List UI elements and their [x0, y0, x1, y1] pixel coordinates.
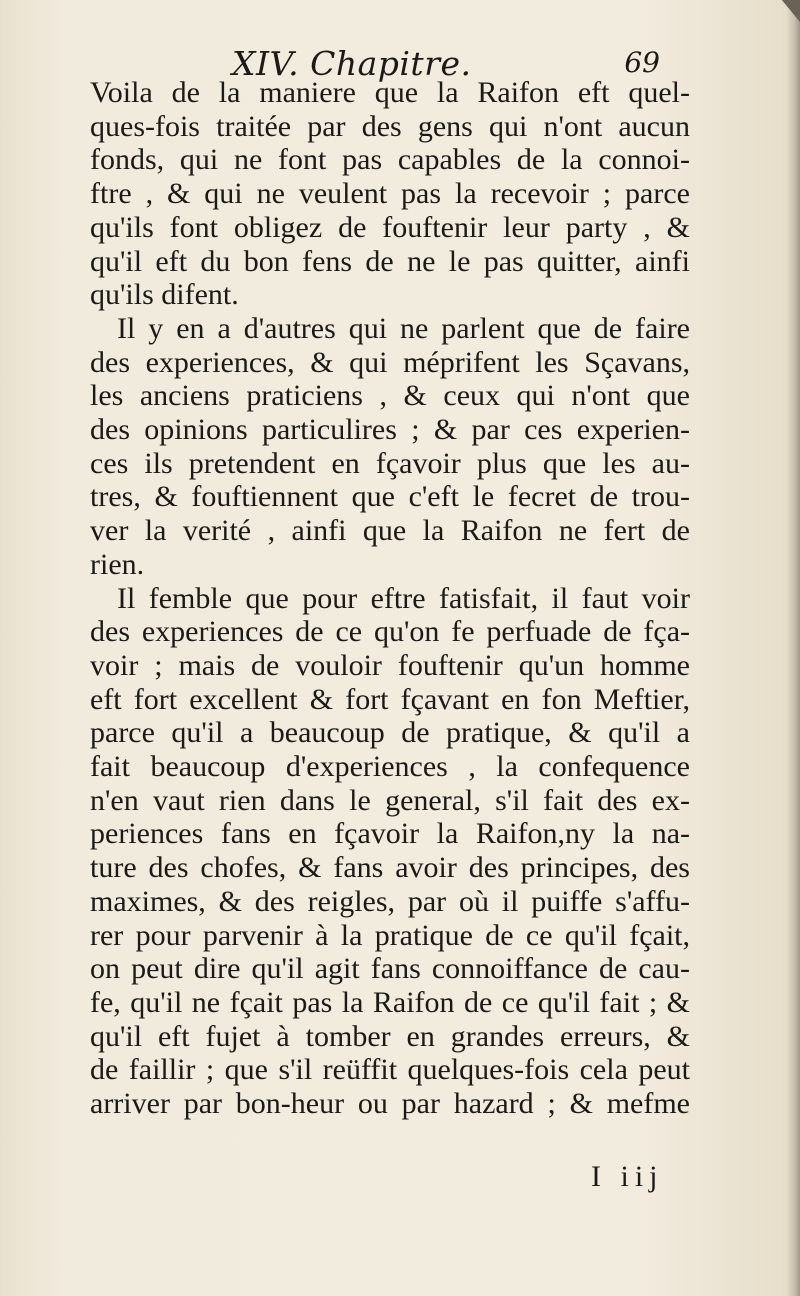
- text-line: ture des chofes, & fans avoir des principes, des: [90, 851, 690, 885]
- signature-mark: I iij: [591, 1160, 664, 1193]
- text-line: on peut dire qu'il agit fans connoiffance de cau-: [90, 952, 690, 986]
- body-text: [90, 76, 690, 1121]
- text-line: de faillir ; que s'il reüffit quelques-fois cela peut: [90, 1053, 690, 1087]
- text-line: ver la verité , ainfi que la Raifon ne fert de: [90, 514, 690, 548]
- text-line: voir ; mais de vouloir fouftenir qu'un homme: [90, 648, 690, 682]
- text-line: n'en vaut rien dans le general, s'il fait des ex-: [90, 783, 690, 817]
- text-line: qu'il eft fujet à tomber en grandes erreurs, &: [90, 1019, 690, 1053]
- text-line: qu'ils font obligez de fouftenir leur party , &: [90, 210, 690, 244]
- text-line: parce qu'il a beaucoup de pratique, & qu'il a: [90, 716, 690, 750]
- text-line: des experiences, & qui méprifent les Sçavans,: [90, 345, 690, 379]
- text-line: les anciens praticiens , & ceux qui n'ont que: [90, 379, 690, 413]
- text-line: Voila de la maniere que la Raifon eft quel-: [90, 76, 690, 109]
- text-line: fait beaucoup d'experiences , la confequence: [90, 750, 690, 784]
- page-number: 69: [624, 46, 660, 79]
- text-line: ftre , & qui ne veulent pas la recevoir ; parce: [90, 177, 690, 211]
- text-line: tres, & fouftiennent que c'eft le fecret de trou-: [90, 480, 690, 514]
- text-line: fe, qu'il ne fçait pas la Raifon de ce qu'il fait ; &: [90, 985, 690, 1019]
- text-line: qu'ils difent.: [90, 278, 239, 312]
- text-line: Il femble que pour eftre fatisfait, il faut voir: [117, 581, 690, 615]
- page-edge-shadow: [786, 0, 800, 1296]
- text-line: des experiences de ce qu'on fe perfuade de fça-: [90, 615, 690, 649]
- text-line: des opinions particulires ; & par ces experien-: [90, 413, 690, 447]
- text-line: rer pour parvenir à la pratique de ce qu'il fçait,: [90, 918, 690, 952]
- text-line: eft fort excellent & fort fçavant en fon Meftier,: [90, 682, 690, 716]
- running-title: XIV. Chapitre.: [232, 44, 472, 83]
- text-line: ces ils pretendent en fçavoir plus que les au-: [90, 446, 690, 480]
- text-line: ques-fois traitée par des gens qui n'ont aucun: [90, 109, 690, 143]
- text-line: rien.: [90, 547, 145, 581]
- text-line: qu'il eft du bon fens de ne le pas quitter, ainfi: [90, 244, 690, 278]
- text-line: fonds, qui ne font pas capables de la connoi-: [90, 143, 690, 177]
- text-line: arriver par bon-heur ou par hazard ; & mefme: [90, 1087, 690, 1121]
- text-line: periences fans en fçavoir la Raifon,ny la na-: [90, 817, 690, 851]
- text-line: Il y en a d'autres qui ne parlent que de faire: [117, 311, 690, 345]
- text-line: maximes, & des reigles, par où il puiffe s'affu-: [90, 884, 690, 918]
